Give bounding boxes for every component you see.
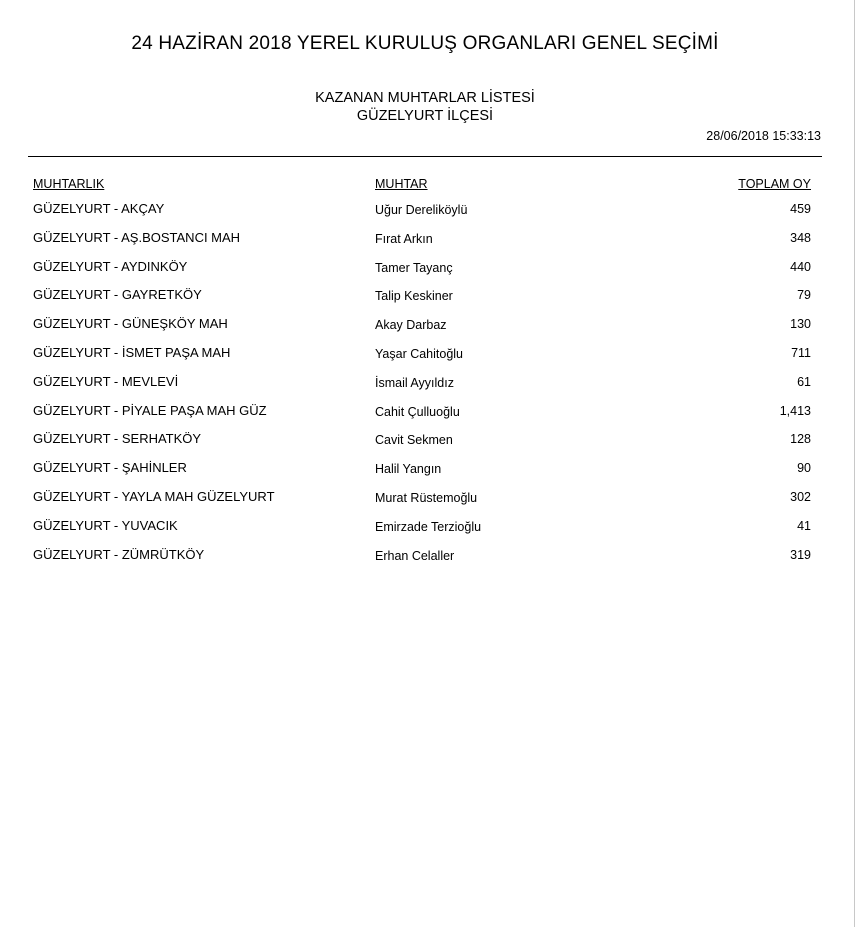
- table-row: [0, 259, 855, 288]
- muhtar-cell: Akay Darbaz: [375, 318, 447, 333]
- table-row: [0, 460, 855, 489]
- muhtarlik-cell: GÜZELYURT - GAYRETKÖY: [33, 287, 202, 303]
- vote-count-cell: 319: [790, 547, 811, 562]
- column-header-toplam-oy: TOPLAM OY: [738, 177, 811, 191]
- muhtarlik-cell: GÜZELYURT - MEVLEVİ: [33, 373, 179, 389]
- muhtarlik-cell: GÜZELYURT - AŞ.BOSTANCI MAH: [33, 229, 241, 245]
- muhtarlik-cell: GÜZELYURT - AYDINKÖY: [33, 258, 188, 274]
- muhtar-cell: İsmail Ayyıldız: [375, 375, 454, 390]
- muhtar-cell: Erhan Celaller: [375, 548, 455, 563]
- table-row: [0, 518, 855, 547]
- table-row: [0, 374, 855, 403]
- muhtarlik-cell: GÜZELYURT - YAYLA MAH GÜZELYURT: [33, 488, 275, 504]
- table-row: [0, 287, 855, 316]
- muhtar-cell: Talip Keskiner: [375, 289, 453, 304]
- document-title: 24 HAZİRAN 2018 YEREL KURULUŞ ORGANLARI GENEL SEÇİMİ: [131, 33, 719, 54]
- table-row: [0, 403, 855, 432]
- vote-count-cell: 302: [790, 489, 811, 504]
- header-divider: [28, 156, 822, 157]
- muhtar-cell: Murat Rüstemoğlu: [375, 490, 478, 505]
- vote-count-cell: 130: [790, 317, 811, 332]
- vote-count-cell: 711: [791, 345, 811, 360]
- muhtar-cell: Fırat Arkın: [375, 231, 433, 246]
- table-row: [0, 345, 855, 374]
- vote-count-cell: 440: [790, 259, 811, 274]
- muhtar-cell: Cavit Sekmen: [375, 433, 453, 448]
- district-title: GÜZELYURT İLÇESİ: [356, 108, 494, 124]
- table-row: [0, 230, 855, 259]
- vote-count-cell: 459: [790, 202, 811, 216]
- muhtarlik-cell: GÜZELYURT - SERHATKÖY: [33, 431, 202, 447]
- muhtarlik-cell: GÜZELYURT - AKÇAY: [33, 201, 165, 216]
- table-row: [0, 431, 855, 460]
- muhtarlik-cell: GÜZELYURT - İSMET PAŞA MAH: [33, 344, 231, 360]
- table-row: [0, 316, 855, 345]
- muhtarlik-cell: GÜZELYURT - PİYALE PAŞA MAH GÜZ: [33, 402, 267, 418]
- muhtarlik-cell: GÜZELYURT - ZÜMRÜTKÖY: [33, 546, 205, 562]
- list-title: KAZANAN MUHTARLAR LİSTESİ: [315, 90, 535, 106]
- muhtar-cell: Uğur Dereliköylü: [375, 203, 468, 217]
- column-header-muhtarlik: MUHTARLIK: [33, 177, 105, 191]
- muhtar-cell: Yaşar Cahitoğlu: [375, 346, 464, 361]
- muhtar-cell: Tamer Tayanç: [375, 260, 453, 275]
- vote-count-cell: 79: [797, 288, 811, 303]
- report-timestamp: 28/06/2018 15:33:13: [706, 129, 821, 143]
- vote-count-cell: 128: [790, 432, 811, 447]
- muhtar-cell: Halil Yangın: [375, 462, 442, 477]
- vote-count-cell: 348: [790, 230, 811, 245]
- column-header-muhtar: MUHTAR: [375, 177, 428, 191]
- muhtarlik-cell: GÜZELYURT - GÜNEŞKÖY MAH: [33, 316, 228, 332]
- muhtarlik-cell: GÜZELYURT - ŞAHİNLER: [33, 460, 187, 476]
- vote-count-cell: 1,413: [779, 403, 811, 418]
- muhtar-cell: Cahit Çulluoğlu: [375, 404, 460, 419]
- vote-count-cell: 90: [797, 461, 811, 476]
- vote-count-cell: 41: [797, 518, 811, 533]
- vote-count-cell: 61: [797, 374, 811, 389]
- table-row: [0, 489, 855, 518]
- results-table: [0, 201, 855, 575]
- table-row: [0, 201, 855, 230]
- muhtarlik-cell: GÜZELYURT - YUVACIK: [33, 517, 178, 533]
- table-row: [0, 547, 855, 576]
- muhtar-cell: Emirzade Terzioğlu: [375, 519, 482, 534]
